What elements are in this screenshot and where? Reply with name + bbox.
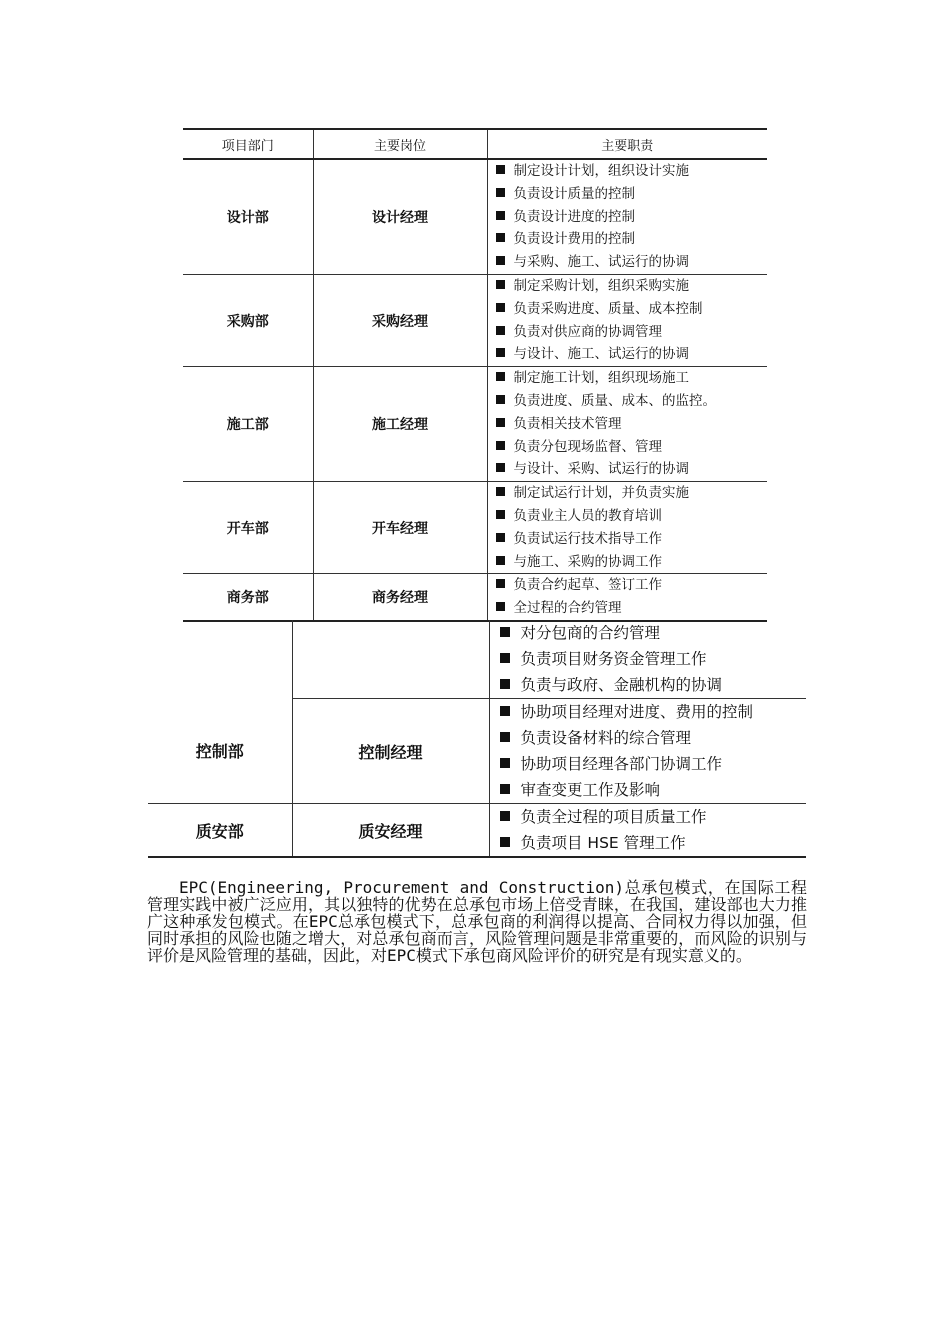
bullet-square-icon [500, 784, 510, 794]
duties-cell [487, 274, 767, 366]
department-cell: 商务部 [183, 574, 313, 621]
duty-text: 负责相关技术管理 [513, 415, 622, 432]
table-row [148, 699, 806, 804]
duty-text: 协助项目经理各部门协调工作 [520, 755, 723, 773]
table-row [183, 274, 767, 366]
header-position: 主要岗位 [313, 129, 487, 159]
department-cell: 采购部 [183, 274, 313, 366]
duty-item [496, 551, 768, 574]
bullet-square-icon [496, 372, 505, 381]
table-header-row [183, 129, 767, 159]
department-cell: 质安部 [148, 804, 292, 858]
position-cell: 采购经理 [313, 274, 487, 366]
department-cell: 施工部 [183, 367, 313, 482]
responsibility-table-part2 [148, 620, 806, 858]
bullet-square-icon [496, 418, 505, 427]
bullet-square-icon [496, 395, 505, 404]
position-cell: 设计经理 [313, 159, 487, 274]
department-cell [148, 620, 292, 699]
duty-text: 与采购、施工、试运行的协调 [513, 254, 689, 271]
duty-text: 与设计、采购、试运行的协调 [513, 461, 689, 478]
duty-text: 负责与政府、金融机构的协调 [520, 676, 723, 694]
duty-text: 负责合约起草、签订工作 [513, 577, 662, 594]
duty-item [496, 390, 768, 413]
duties-cell [489, 804, 806, 858]
bullet-square-icon [496, 579, 505, 588]
department-cell: 控制部 [148, 699, 292, 804]
bullet-square-icon [496, 188, 505, 197]
bullet-square-icon [496, 211, 505, 220]
table-row [183, 482, 767, 574]
bullet-square-icon [496, 463, 505, 472]
department-cell: 开车部 [183, 482, 313, 574]
bullet-square-icon [500, 627, 510, 637]
bullet-square-icon [500, 811, 510, 821]
position-cell: 控制经理 [292, 699, 489, 804]
bullet-square-icon [496, 280, 505, 289]
duty-item [500, 777, 807, 803]
duties-cell [487, 482, 767, 574]
bullet-square-icon [496, 602, 505, 611]
bullet-square-icon [496, 487, 505, 496]
duty-text: 协助项目经理对进度、费用的控制 [520, 703, 754, 721]
duty-text: 负责进度、质量、成本、的监控。 [513, 392, 716, 409]
table-row [148, 804, 806, 858]
duty-item [500, 699, 807, 725]
duties-cell [489, 699, 806, 804]
bullet-square-icon [496, 533, 505, 542]
bullet-square-icon [496, 556, 505, 565]
duty-text: 负责项目 HSE 管理工作 [520, 834, 686, 852]
bullet-square-icon [500, 653, 510, 663]
duty-text: 负责项目财务资金管理工作 [520, 650, 707, 668]
body-paragraph: EPC(Engineering, Procurement and Construction)总承包模式，在国际工程管理实践中被广泛应用，其以独特的优势在总承包市场上倍受青睐，在我国，建设部也大力推广这种承发包模式。在EPC总承包模式下，总承包商的利润得以提高、合同权力得以加强，但同时承担的风险也随之增大，对总承包商而言，风险管理问题是非常重要的，而风险的识别与评价是风险管理的基础，因此，对EPC模式下承包商风险评价的研究是有现实意义的。 [147, 878, 807, 965]
bullet-square-icon [500, 679, 510, 689]
position-cell: 商务经理 [313, 574, 487, 621]
duty-item [496, 228, 768, 251]
bullet-square-icon [500, 706, 510, 716]
header-duties: 主要职责 [487, 129, 767, 159]
duty-item [496, 597, 768, 620]
position-cell: 施工经理 [313, 367, 487, 482]
bullet-square-icon [496, 348, 505, 357]
duty-item [496, 458, 768, 481]
duty-text: 制定施工计划，组织现场施工 [513, 370, 689, 387]
duty-item [500, 725, 807, 751]
duty-item [500, 804, 807, 830]
duty-text: 对分包商的合约管理 [520, 624, 661, 642]
duties-cell [487, 159, 767, 274]
duty-item [500, 620, 807, 646]
duties-cell [489, 620, 806, 699]
duty-item [496, 505, 768, 528]
duty-item [496, 183, 768, 206]
bullet-square-icon [496, 303, 505, 312]
bullet-square-icon [500, 837, 510, 847]
duty-text: 制定试运行计划，并负责实施 [513, 485, 689, 502]
duties-cell [487, 574, 767, 621]
duty-text: 负责对供应商的协调管理 [513, 323, 662, 340]
header-department: 项目部门 [183, 129, 313, 159]
duty-item [500, 830, 807, 856]
duty-text: 负责全过程的项目质量工作 [520, 808, 707, 826]
duty-text: 制定设计计划，组织设计实施 [513, 163, 689, 179]
duty-item [496, 367, 768, 390]
duty-item [496, 298, 768, 321]
duty-item [496, 528, 768, 551]
duty-text: 负责设计费用的控制 [513, 231, 635, 248]
bullet-square-icon [496, 165, 505, 174]
duty-text: 负责业主人员的教育培训 [513, 507, 662, 524]
duty-text: 负责分包现场监督、管理 [513, 438, 662, 455]
table-row [183, 574, 767, 621]
duty-item [496, 251, 768, 274]
duty-text: 负责采购进度、质量、成本控制 [513, 300, 703, 317]
responsibility-table-part1 [183, 128, 767, 622]
bullet-square-icon [500, 732, 510, 742]
duty-item [500, 751, 807, 777]
duty-text: 负责设备材料的综合管理 [520, 729, 692, 747]
duty-item [496, 160, 768, 183]
duty-item [496, 482, 768, 505]
bullet-square-icon [496, 326, 505, 335]
duty-text: 审查变更工作及影响 [520, 781, 661, 799]
bullet-square-icon [496, 441, 505, 450]
duty-item [496, 275, 768, 298]
department-cell: 设计部 [183, 159, 313, 274]
duties-cell [487, 367, 767, 482]
duty-item [500, 672, 807, 698]
bullet-square-icon [496, 256, 505, 265]
bullet-square-icon [500, 758, 510, 768]
duty-item [496, 343, 768, 366]
duty-text: 与施工、采购的协调工作 [513, 553, 662, 570]
bullet-square-icon [496, 510, 505, 519]
duty-text: 制定采购计划，组织采购实施 [513, 277, 689, 294]
position-cell: 开车经理 [313, 482, 487, 574]
table-row [183, 367, 767, 482]
duty-text: 与设计、施工、试运行的协调 [513, 346, 689, 363]
duty-text: 负责试运行技术指导工作 [513, 530, 662, 547]
duty-item [496, 206, 768, 229]
duty-item [496, 321, 768, 344]
bullet-square-icon [496, 233, 505, 242]
table-row [183, 159, 767, 274]
position-cell [292, 620, 489, 699]
position-cell: 质安经理 [292, 804, 489, 858]
duty-item [496, 413, 768, 436]
table-row [148, 620, 806, 699]
duty-item [500, 646, 807, 672]
duty-text: 负责设计进度的控制 [513, 208, 635, 225]
duty-item [496, 436, 768, 459]
duty-text: 负责设计质量的控制 [513, 185, 635, 202]
duty-item [496, 574, 768, 597]
duty-text: 全过程的合约管理 [513, 600, 622, 617]
